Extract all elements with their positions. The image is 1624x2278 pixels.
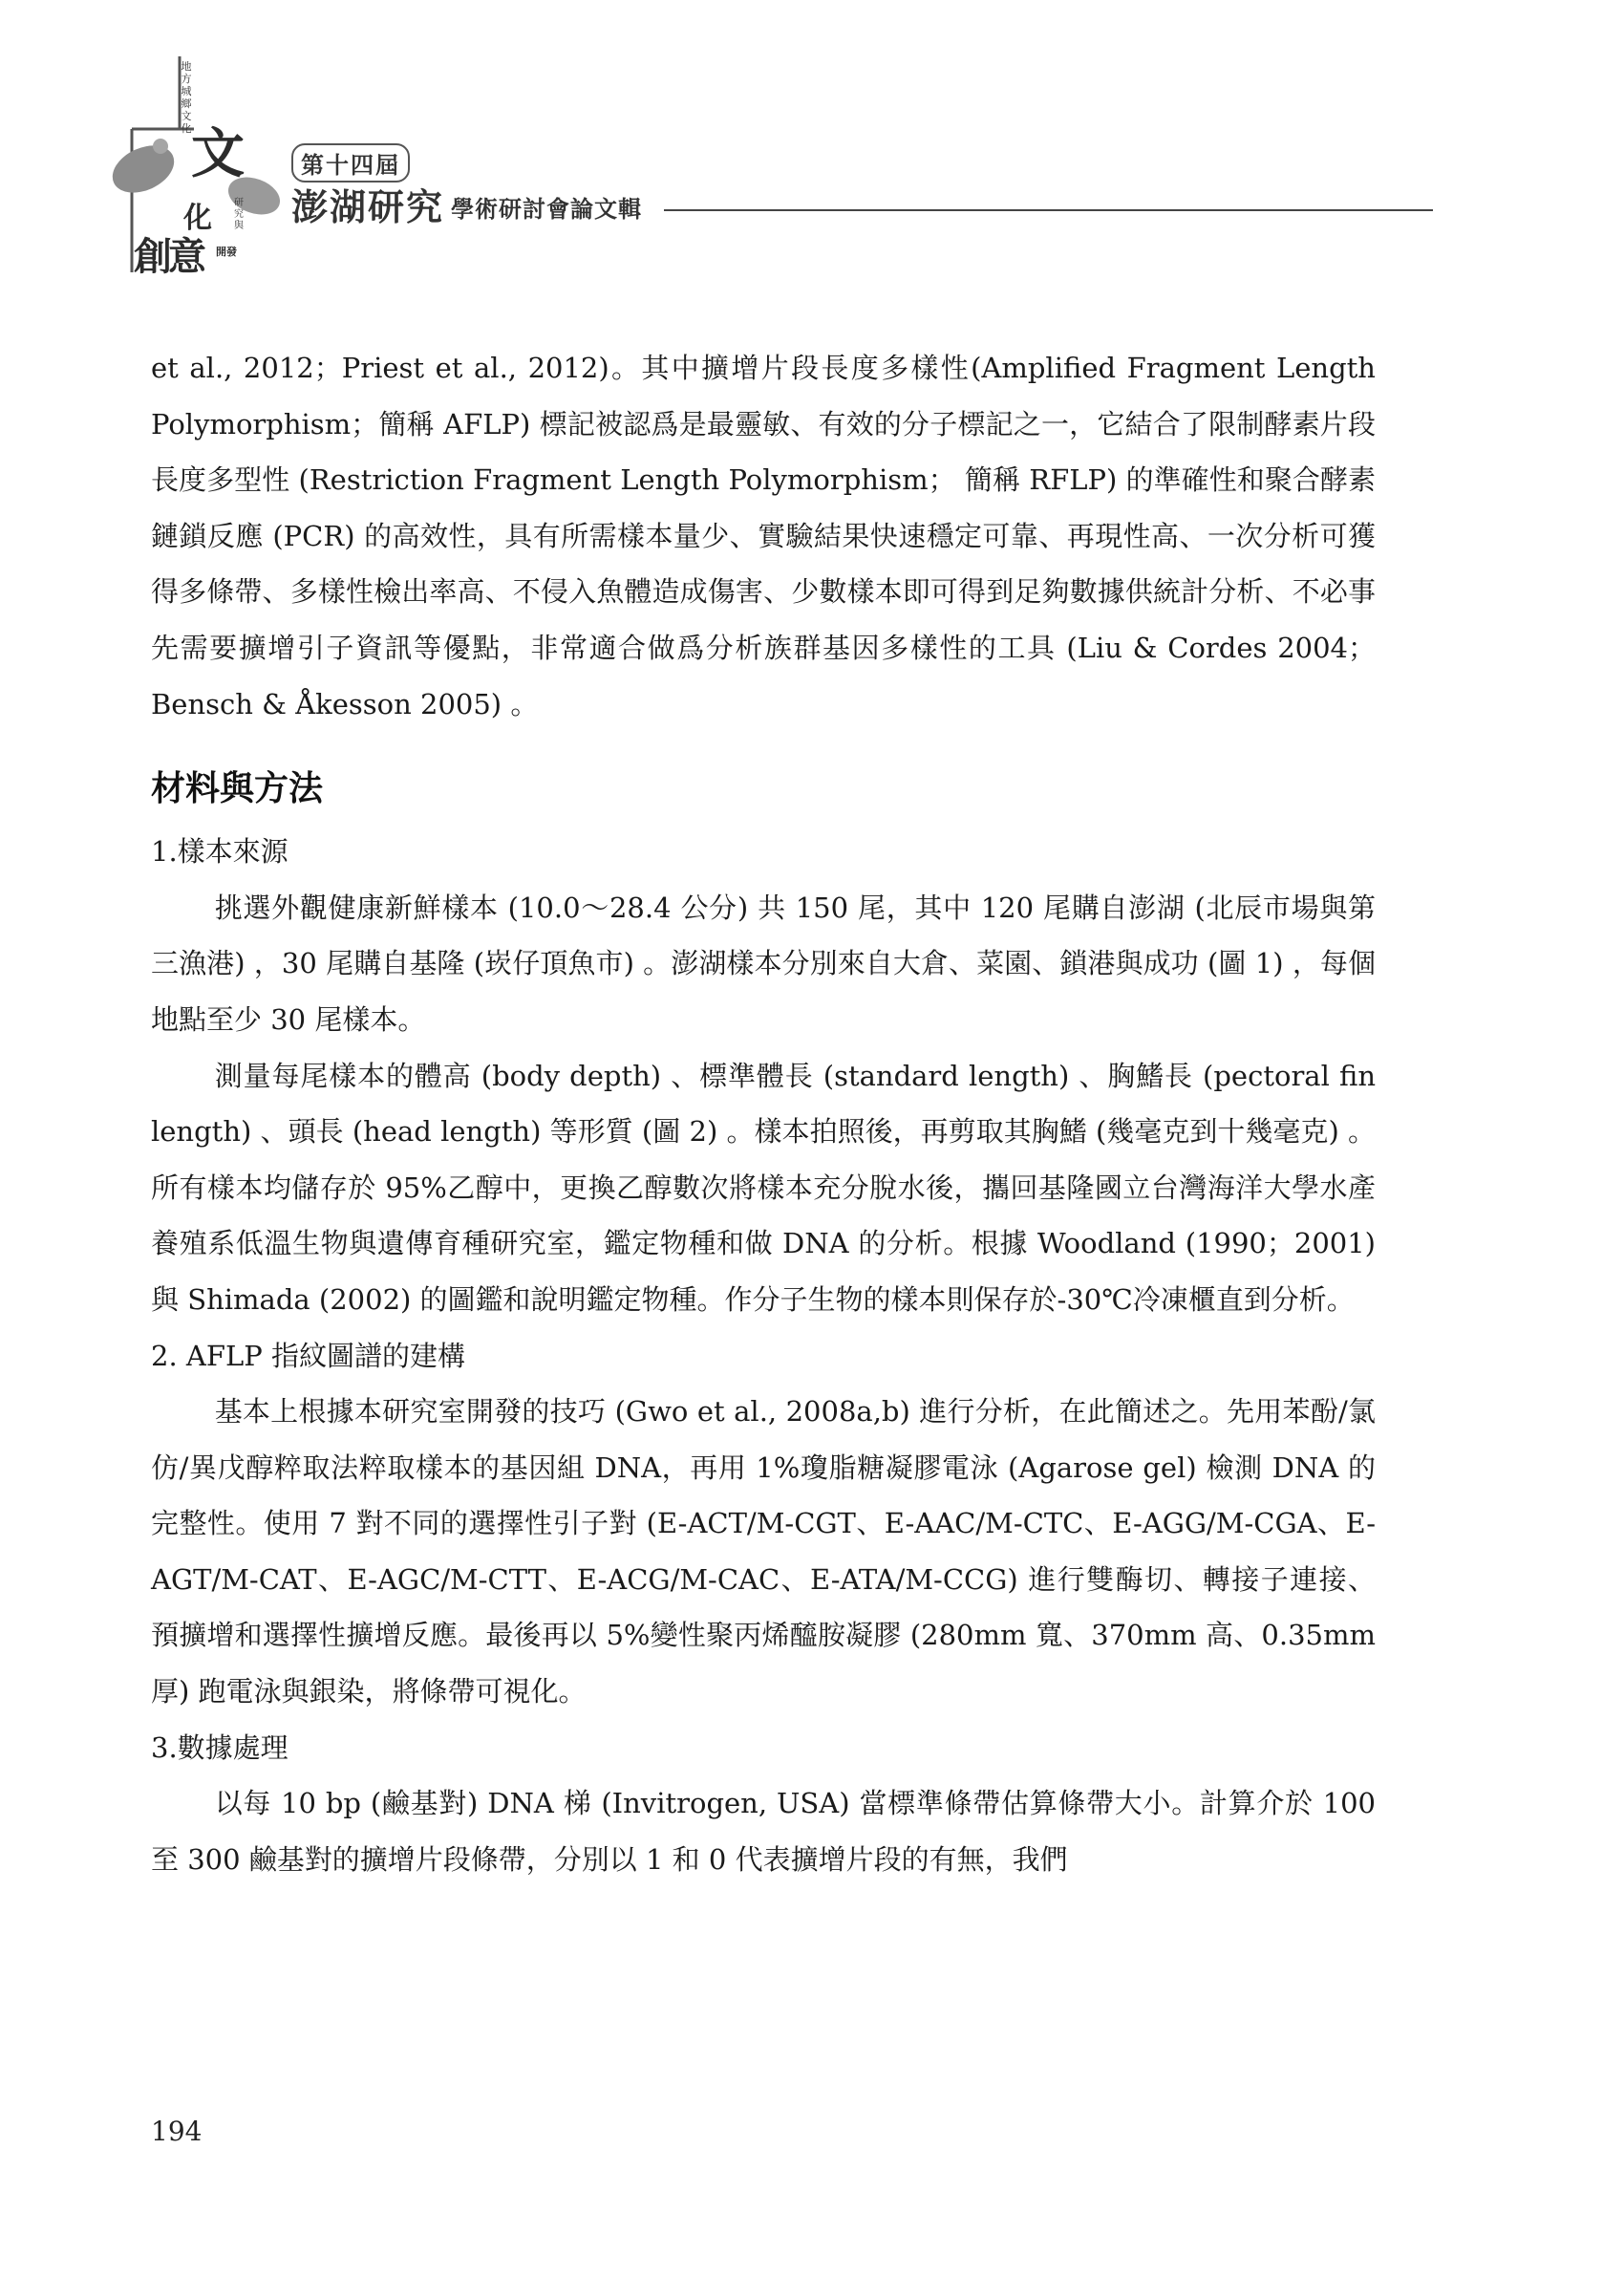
item2-heading: 2. AFLP 指紋圖譜的建構 <box>151 1339 465 1372</box>
logo-chuangyi: 創意 <box>134 234 203 279</box>
logo-kaifa: 開發 <box>216 246 237 258</box>
logo-vertical-text: 地方城鄉文化 <box>181 60 192 135</box>
section-heading: 材料與方法 <box>151 769 324 809</box>
item1-heading: 1.樣本來源 <box>151 835 288 869</box>
logo-hua-char: 化 <box>183 202 212 235</box>
logo-culture-char: 文 <box>191 122 245 185</box>
item3-heading: 3.數據處理 <box>151 1730 288 1764</box>
page-number: 194 <box>151 2116 203 2147</box>
item1-paragraph-1: 挑選外觀健康新鮮樣本 (10.0～28.4 公分) 共 150 尾，其中 120 尾購自澎湖 (北辰市場與第三漁港) ，30 尾購自基隆 (崁仔頂魚市) 。澎湖樣本分別來自大倉、菜園、鎖港與成功 (圖 1) ，每個地點至少 30 尾樣本。 <box>151 891 1376 1036</box>
conference-title: 澎湖研究 <box>291 185 445 228</box>
page-body <box>151 340 1376 1887</box>
intro-paragraph: et al., 2012；Priest et al., 2012)。其中擴增片段長度多樣性(Amplified Fragment Length Polymorphism；簡稱 AFLP) 標記被認爲是最靈敏、有效的分子標記之一，它結合了限制酵素片段長度多型性 (Restriction Fragment Length Polymorphism； 簡稱 RFLP) 的準確性和聚合酵素鏈鎖反應 (PCR) 的高效性，具有所需樣本量少、實驗結果快速穩定可靠、再現性高、一次分析可獲得多條帶、多樣性檢出率高、不侵入魚體造成傷害、少數樣本即可得到足夠數據供統計分析、不必事先需要擴增引子資訊等優點，非常適合做爲分析族群基因多樣性的工具 (Liu & Cordes 2004； Bensch & Åkesson 2005) 。 <box>151 352 1376 720</box>
item1-paragraph-2: 測量每尾樣本的體高 (body depth) 、標準體長 (standard length) 、胸鰭長 (pectoral fin length) 、頭長 (head length) 等形質 (圖 2) 。樣本拍照後，再剪取其胸鰭 (幾毫克到十幾毫克) 。所有樣本均儲存於 95%乙醇中，更換乙醇數次將樣本充分脫水後，攜回基隆國立台灣海洋大學水產養殖系低溫生物與遺傳育種研究室，鑑定物種和做 DNA 的分析。根據 Woodland (1990；2001) 與 Shimada (2002) 的圖鑑和說明鑑定物種。作分子生物的樣本則保存於-30℃冷凍櫃直到分析。 <box>151 1059 1376 1316</box>
header-rule <box>664 209 1433 211</box>
item3-paragraph: 以每 10 bp (鹼基對) DNA 梯 (Invitrogen, USA) 當標準條帶估算條帶大小。計算介於 100 至 300 鹼基對的擴增片段條帶，分別以 1 和 0 代表擴增片段的有無，我們 <box>151 1787 1376 1876</box>
conference-subtitle: 學術研討會論文輯 <box>451 195 642 223</box>
logo-side-text: 研究與 <box>234 198 244 231</box>
item2-paragraph: 基本上根據本研究室開發的技巧 (Gwo et al., 2008a,b) 進行分析，在此簡述之。先用苯酚/氯仿/異戊醇粹取法粹取樣本的基因組 DNA，再用 1%瓊脂糖凝膠電泳 (Agarose gel) 檢測 DNA 的完整性。使用 7 對不同的選擇性引子對 (E-ACT/M-CGT、E-AAC/M-CTC、E-AGG/M-CGA、E-AGT/M-CAT、E-AGC/M-CTT、E-ACG/M-CAC、E-ATA/M-CCG) 進行雙酶切、轉接子連接、預擴增和選擇性擴增反應。最後再以 5%變性聚丙烯醯胺凝膠 (280mm 寬、370mm 高、0.35mm 厚) 跑電泳與銀染，將條帶可視化。 <box>151 1395 1376 1708</box>
session-badge: 第十四屆 <box>291 143 410 183</box>
conference-logo <box>103 53 285 279</box>
